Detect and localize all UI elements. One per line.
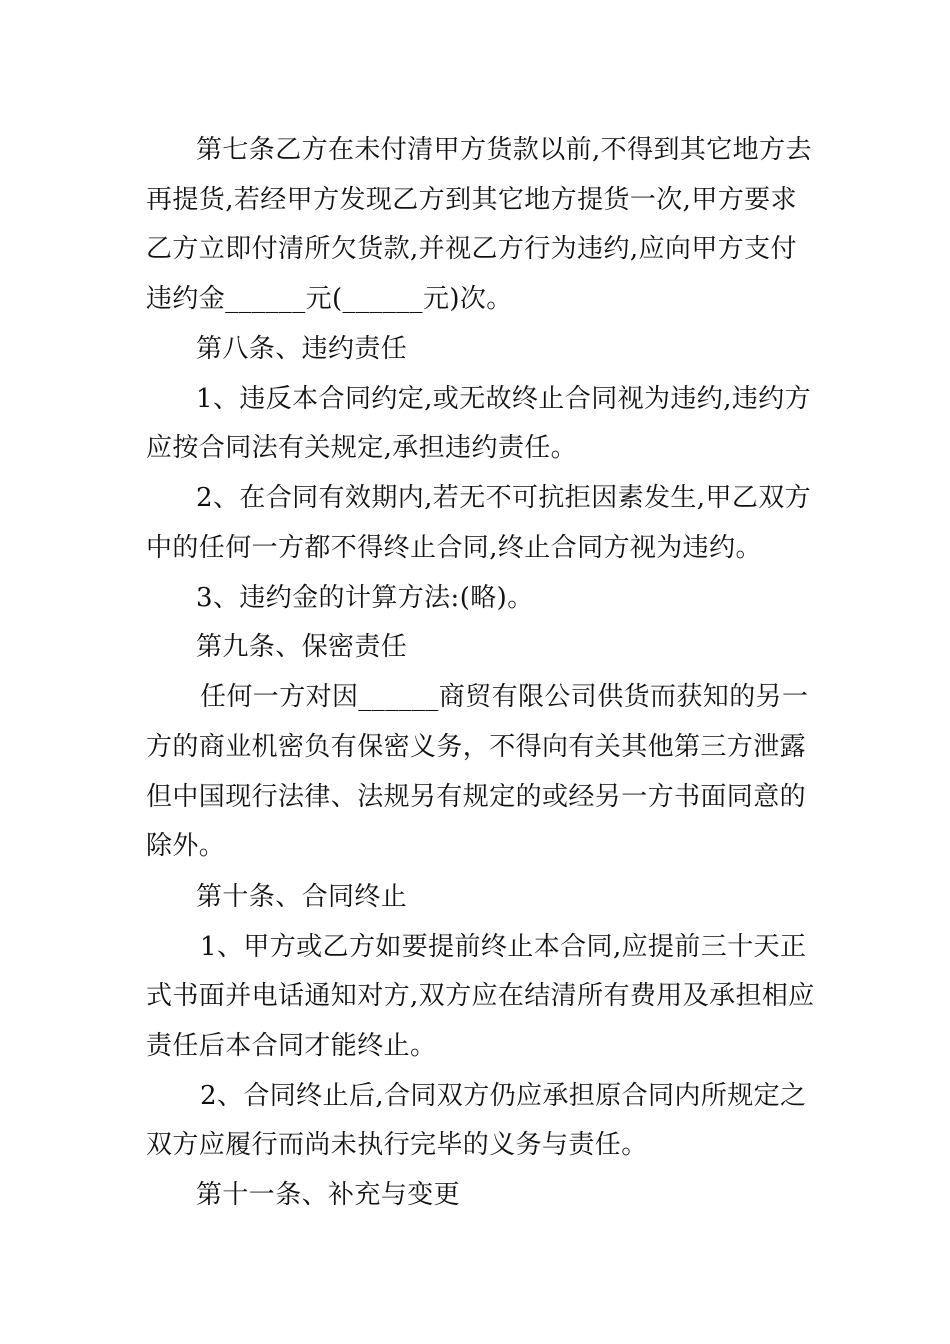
article-8-item-3: 3、违约金的计算方法:(略)。: [196, 583, 534, 613]
article-7-line-4: 违约金______元(______元)次。: [146, 284, 513, 314]
article-11-heading: 第十一条、补充与变更: [196, 1180, 461, 1210]
article-10-item-1-line-2: 式书面并电话通知对方,双方应在结清所有费用及承担相应: [146, 981, 815, 1011]
article-10-heading: 第十条、合同终止: [196, 882, 408, 912]
article-9-line-2: 方的商业机密负有保密义务，不得向有关其他第三方泄露: [146, 732, 807, 762]
article-10-item-1-line-1: 1、甲方或乙方如要提前终止本合同,应提前三十天正: [200, 932, 807, 962]
article-9-line-4: 除外。: [146, 831, 226, 861]
article-10-item-1-line-3: 责任后本合同才能终止。: [146, 1031, 437, 1061]
article-8-item-2-line-2: 中的任何一方都不得终止合同,终止合同方视为违约。: [146, 533, 762, 563]
article-7-line-3: 乙方立即付清所欠货款,并视乙方行为违约,应向甲方支付: [146, 234, 797, 264]
article-7-line-1: 第七条乙方在未付清甲方货款以前,不得到其它地方去: [196, 135, 812, 165]
article-9-line-1: 任何一方对因______商贸有限公司供货而获知的另一: [200, 682, 809, 712]
article-8-heading: 第八条、违约责任: [196, 334, 408, 364]
article-10-item-2-line-2: 双方应履行而尚未执行完毕的义务与责任。: [146, 1130, 648, 1160]
article-10-item-2-line-1: 2、合同终止后,合同双方仍应承担原合同内所规定之: [200, 1081, 807, 1111]
article-9-line-3: 但中国现行法律、法规另有规定的或经另一方书面同意的: [146, 782, 807, 812]
article-9-heading: 第九条、保密责任: [196, 632, 408, 662]
article-7-line-2: 再提货,若经甲方发现乙方到其它地方提货一次,甲方要求: [146, 185, 797, 215]
article-8-item-2-line-1: 2、在合同有效期内,若无不可抗拒因素发生,甲乙双方: [196, 483, 812, 513]
article-8-item-1-line-2: 应按合同法有关规定,承担违约责任。: [146, 433, 578, 463]
article-8-item-1-line-1: 1、违反本合同约定,或无故终止合同视为违约,违约方: [196, 384, 812, 414]
